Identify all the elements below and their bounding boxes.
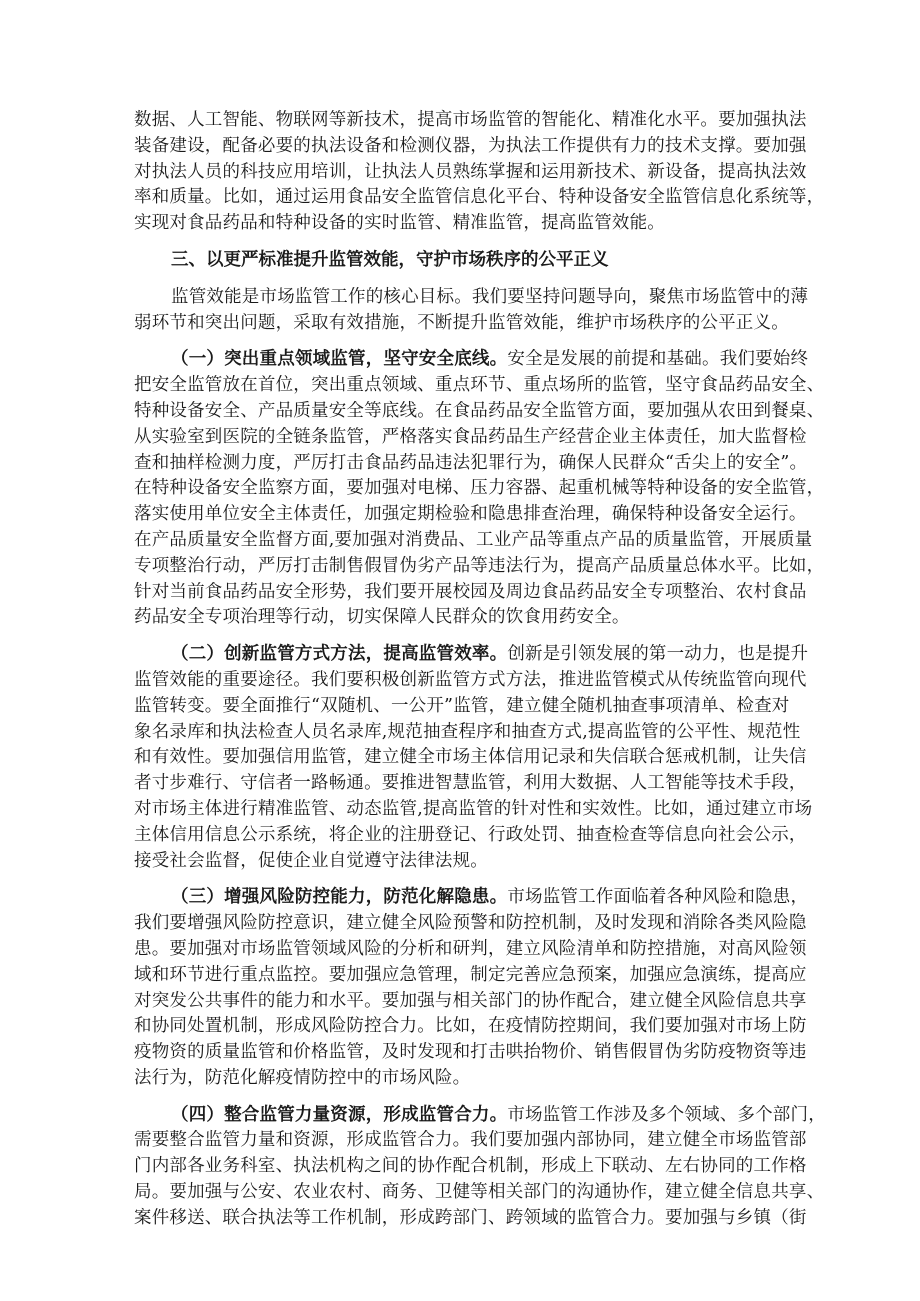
text-line — [134, 347, 809, 373]
text-line: 药品安全专项治理等行动，切实保障人民群众的饮食用药安全。 — [134, 607, 630, 628]
paragraph-key-areas — [134, 347, 825, 631]
text-line: 接受社会监督，促使企业自觉遵守法律法规。 — [134, 850, 488, 871]
text-line: 对市场主体进行精准监管、动态监管,提高监管的针对性和实效性。比如，通过建立市场 — [134, 798, 813, 819]
text-line: 主体信用信息公示系统，将企业的注册登记、行政处罚、抽查检查等信息向社会公示， — [134, 824, 807, 845]
paragraph-risk-control — [134, 885, 809, 1091]
paragraph-integration — [134, 1103, 826, 1232]
text-line: 者寸步难行、守信者一路畅通。要推进智慧监管，利用大数据、人工智能等技术手段， — [134, 773, 807, 794]
paragraph-supervision-efficiency — [134, 285, 809, 337]
text-line: 数据、人工智能、物联网等新技术，提高市场监管的智能化、精准化水平。要加强执法 — [134, 110, 807, 130]
text-line: 针对当前食品药品安全形势，我们要开展校园及周边食品药品安全专项整治、农村食品 — [134, 581, 807, 602]
text-line: 在特种设备安全监察方面，要加强对电梯、压力容器、起重机械等特种设备的安全监管， — [134, 478, 825, 499]
text-run: 安全是发展的前提和基础。我们要始终 — [507, 349, 809, 370]
paragraph-tech-supervision — [134, 108, 825, 237]
text-line: 落实使用单位安全主体责任，加强定期检验和隐患排查治理，确保特种设备安全运行。 — [134, 504, 807, 525]
text-line: 从实验室到医院的全链条监管，严格落实食品药品生产经营企业主体责任，加大监督检 — [134, 426, 807, 447]
text-line: 实现对食品药品和特种设备的实时监管、精准监管，提高监管效能。 — [134, 213, 665, 234]
text-line: 案件移送、联合执法等工作机制，形成跨部门、跨领域的监管合力。要加强与乡镇（街 — [134, 1207, 807, 1228]
text-line: 局。要加强与公安、农业农村、商务、卫健等相关部门的沟通协作，建立健全信息共享、 — [134, 1182, 825, 1203]
text-run: 创新是引领发展的第一动力，也是提升 — [507, 644, 809, 665]
section-heading: 三、以更严标准提升监管效能，守护市场秩序的公平正义 — [171, 249, 609, 270]
text-line: 象名录库和执法检查人员名录库,规范抽查程序和抽查方式,提高监管的公平性、规范性 — [134, 721, 801, 742]
text-line: 对执法人员的科技应用培训，让执法人员熟练掌握和运用新技术、新设备，提高执法效 — [134, 161, 807, 182]
text-run: 市场监管工作涉及多个领域、多个部门， — [507, 1104, 826, 1125]
text-line: 在产品质量安全监督方面,要加强对消费品、工业产品等重点产品的质量监管，开展质量 — [134, 529, 813, 550]
text-line: 装备建设，配备必要的执法设备和检测仪器，为执法工作提供有力的技术支撑。要加强 — [134, 135, 807, 156]
text-line: 弱环节和突出问题，采取有效措施，不断提升监管效能，维护市场秩序的公平正义。 — [134, 312, 789, 333]
text-line: 法行为，防范化解疫情防控中的市场风险。 — [134, 1067, 471, 1088]
subheading-lead: （四）整合监管力量资源，形成监管合力。 — [171, 1104, 508, 1125]
subheading-lead: （二）创新监管方式方法，提高监管效率。 — [171, 644, 508, 665]
text-line: 和有效性。要加强信用监管，建立健全市场主体信用记录和失信联合惩戒机制，让失信 — [134, 747, 807, 768]
subheading-lead: （一）突出重点领域监管，坚守安全底线。 — [171, 349, 508, 370]
text-line: 需要整合监管力量和资源，形成监管合力。我们要加强内部协同，建立健全市场监管部 — [134, 1130, 807, 1151]
text-line: 监管效能是市场监管工作的核心目标。我们要坚持问题导向，聚焦市场监管中的薄 — [171, 286, 809, 307]
text-line — [134, 885, 809, 911]
text-run: 市场监管工作面临着各种风险和隐患， — [507, 887, 809, 908]
text-line: 特种设备安全、产品质量安全等底线。在食品药品安全监管方面，要加强从农田到餐桌、 — [134, 400, 825, 421]
text-line: 域和环节进行重点监控。要加强应急管理，制定完善应急预案，加强应急演练，提高应 — [134, 964, 807, 985]
text-line: 监管转变。要全面推行“双随机、一公开”监管，建立健全随机抽查事项清单、检查对 — [134, 695, 790, 716]
text-line: 查和抽样检测力度，严厉打击食品药品违法犯罪行为，确保人民群众“舌尖上的安全”。 — [134, 452, 808, 473]
text-line: 率和质量。比如，通过运用食品安全监管信息化平台、特种设备安全监管信息化系统等， — [134, 187, 825, 208]
text-line: 专项整治行动，严厉打击制售假冒伪劣产品等违法行为，提高产品质量总体水平。比如， — [134, 555, 825, 576]
text-line: 门内部各业务科室、执法机构之间的协作配合机制，形成上下联动、左右协同的工作格 — [134, 1156, 807, 1177]
text-line — [134, 1103, 826, 1129]
text-line: 把安全监管放在首位，突出重点领域、重点环节、重点场所的监管，坚守食品药品安全、 — [134, 375, 825, 396]
subheading-lead: （三）增强风险防控能力，防范化解隐患。 — [171, 887, 508, 908]
text-line: 患。要加强对市场监管领域风险的分析和研判，建立风险清单和防控措施，对高风险领 — [134, 938, 807, 959]
text-line: 监管效能的重要途径。我们要积极创新监管方式方法，推进监管模式从传统监管向现代 — [134, 669, 807, 690]
text-line: 和协同处置机制，形成风险防控合力。比如，在疫情防控期间，我们要加强对市场上防 — [134, 1016, 807, 1037]
text-line: 对突发公共事件的能力和水平。要加强与相关部门的协作配合，建立健全风险信息共享 — [134, 990, 807, 1011]
text-line: 我们要增强风险防控意识，建立健全风险预警和防控机制，及时发现和消除各类风险隐 — [134, 913, 807, 934]
text-line: 疫物资的质量监管和价格监管，及时发现和打击哄抬物价、销售假冒伪劣防疫物资等违 — [134, 1042, 807, 1063]
text-line — [134, 642, 809, 668]
paragraph-innovation — [134, 642, 813, 874]
